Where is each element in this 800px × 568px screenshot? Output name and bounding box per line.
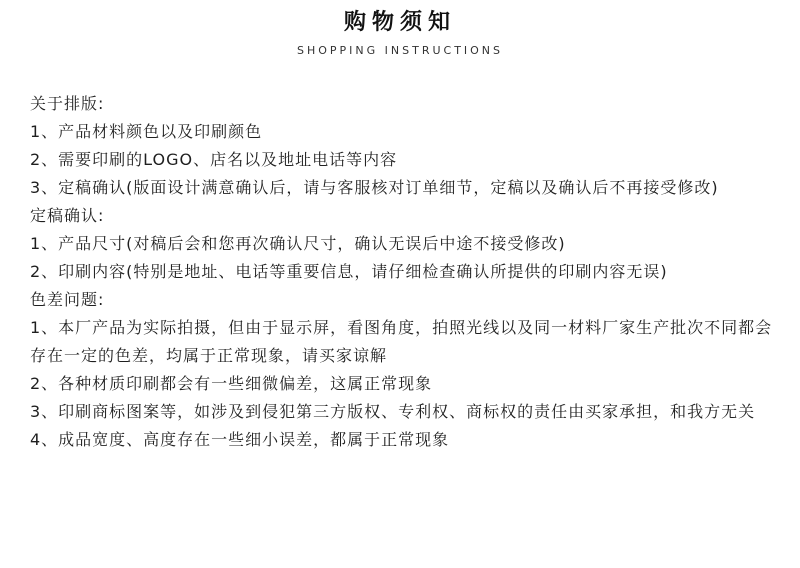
instructions-body [30, 90, 778, 454]
page-subtitle: SHOPPING INSTRUCTIONS [296, 44, 504, 57]
list-item: 1、产品材料颜色以及印刷颜色 [30, 122, 263, 141]
page-title: 购物须知 [343, 10, 456, 35]
list-item: 2、印刷内容(特别是地址、电话等重要信息，请仔细检查确认所提供的印刷内容无误) [30, 262, 668, 281]
section-heading-confirm: 定稿确认: [30, 206, 105, 225]
section-heading-color: 色差问题: [30, 290, 105, 309]
list-item: 4、成品宽度、高度存在一些细小误差，都属于正常现象 [30, 430, 450, 449]
list-item: 1、本厂产品为实际拍摄，但由于显示屏，看图角度，拍照光线以及同一材料厂家生产批次不同都会存在一定的色差，均属于正常现象，请买家谅解 [30, 318, 773, 365]
list-item: 3、印刷商标图案等，如涉及到侵犯第三方版权、专利权、商标权的责任由买家承担，和我方无关 [30, 402, 756, 421]
list-item: 2、各种材质印刷都会有一些细微偏差，这属正常现象 [30, 374, 433, 393]
list-item: 2、需要印刷的LOGO、店名以及地址电话等内容 [30, 150, 398, 169]
list-item: 3、定稿确认(版面设计满意确认后，请与客服核对订单细节，定稿以及确认后不再接受修改) [30, 178, 719, 197]
page-header [0, 8, 800, 58]
list-item: 1、产品尺寸(对稿后会和您再次确认尺寸，确认无误后中途不接受修改) [30, 234, 566, 253]
section-heading-layout: 关于排版: [30, 94, 105, 113]
